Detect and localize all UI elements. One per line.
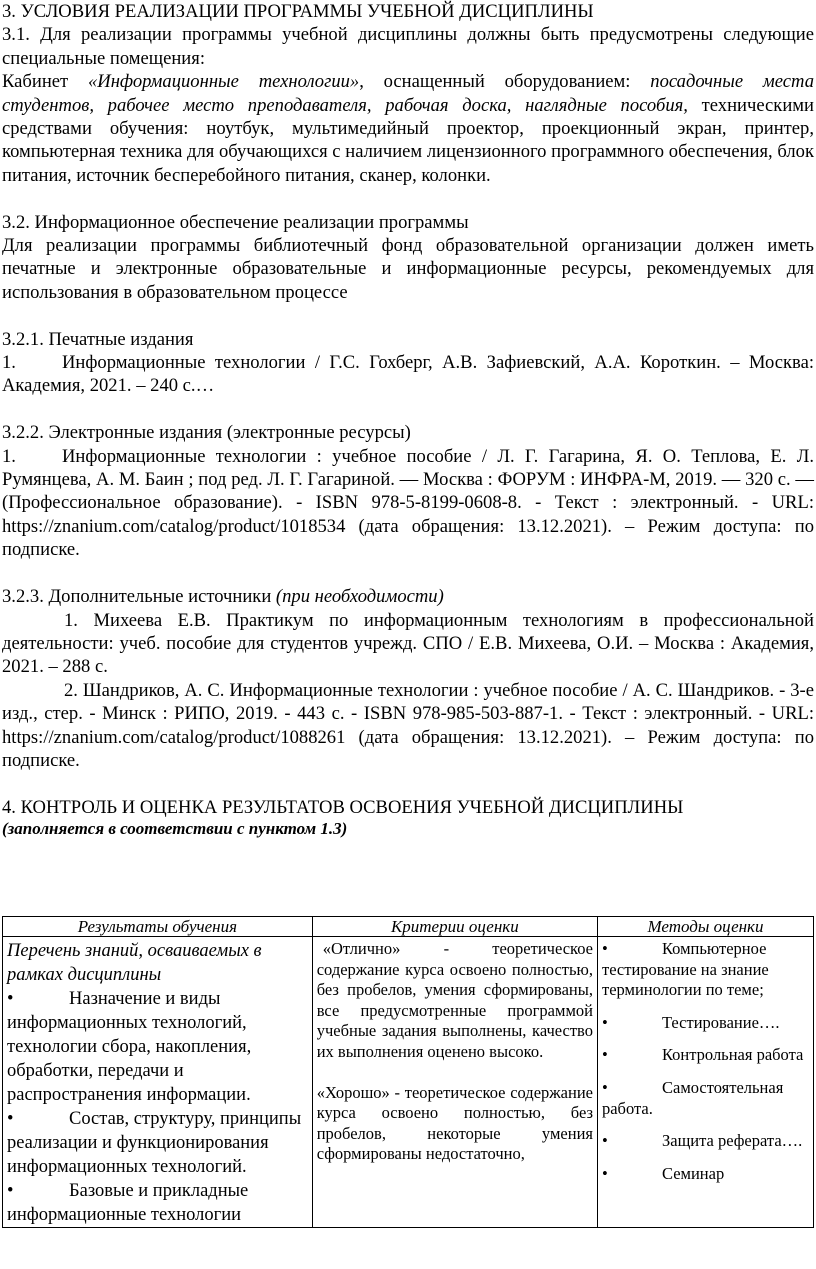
knowledge-item: • Состав, структуру, принципы реализации и функционирования информационных технологий. [7,1109,302,1177]
header-methods: Методы оценки [597,917,813,937]
method-item: • Самостоятельная работа. [601,1077,784,1118]
section-3-1-equipment: Кабинет «Информационные технологии», оснащенный оборудованием: посадочные места студентов, рабочее место преподавателя, рабочая доска, наглядные пособия, техническими средствами обучения: ноутбук, мультимедийный проектор, проекционный экран, принтер, компьютерная техника для обучающихся с наличием лицензионного программного обеспечения, блок питания, источник бесперебойного питания, сканер, колонки. [2,71,814,186]
section-4-title: 4. КОНТРОЛЬ И ОЦЕНКА РЕЗУЛЬТАТОВ ОСВОЕНИЯ УЧЕБНОЙ ДИСЦИПЛИНЫ [2,796,684,818]
method-item: • Защита реферата…. [601,1131,803,1151]
criteria-excellent: «Отлично» - теоретическое содержание курса освоено полностью, без пробелов, умения сформированы, все предусмотренные программой учебные задания выполнены, качество их выполнения оценено высоко. [316,939,593,1061]
section-3-2-title: 3.2. Информационное обеспечение реализации программы [2,211,469,233]
section-3-title: 3. УСЛОВИЯ РЕАЛИЗАЦИИ ПРОГРАММЫ УЧЕБНОЙ ДИСЦИПЛИНЫ [2,1,594,22]
knowledge-list-heading: Перечень знаний, осваиваемых в рамках дисциплины [7,941,262,985]
learning-results-cell [3,937,313,1228]
electronic-source-1: 1. Информационные технологии : учебное пособие / Л. Г. Гагарина, Я. О. Теплова, Е. Л. Румянцева, А. М. Баин ; под ред. Л. Г. Гагариной. — Москва : ФОРУМ : ИНФРА-М, 2019. — 320 с. — (Профессиональное образование). - ISBN 978-5-8199-0608-8. - Текст : электронный. - URL: https://znanium.com/catalog/product/1018534 (дата обращения: 13.12.2021). – Режим доступа: по подписке. [2,445,814,561]
table-header-row [3,917,814,937]
assessment-table [2,916,814,1228]
section-3-1-intro: 3.1. Для реализации программы учебной дисциплины должны быть предусмотрены следующие специальные помещения: [2,24,814,69]
method-item: • Компьютерное тестирование на знание терминологии по теме; [601,939,769,1000]
method-item: • Тестирование…. [601,1012,780,1032]
table-row [3,937,814,1228]
section-4-subtitle: (заполняется в соответствии с пунктом 1.3) [2,819,348,839]
section-3-2-1-title: 3.2.1. Печатные издания [2,328,194,350]
method-item: • Контрольная работа [601,1045,804,1065]
methods-cell [597,937,813,1228]
knowledge-item: • Назначение и виды информационных технологий, технологии сбора, накопления, обработки, передачи и распространения информации. [7,989,252,1105]
section-3-2-3-title: 3.2.3. Дополнительные источники (при необходимости) [2,586,444,608]
section-3-2-2-title: 3.2.2. Электронные издания (электронные ресурсы) [2,422,411,444]
additional-source-2: 2. Шандриков, А. С. Информационные технологии : учебное пособие / А. С. Шандриков. - 3-е изд., стер. - Минск : РИПО, 2019. - 443 с. - ISBN 978-985-503-887-1. - Текст : электронный. - URL: https://znanium.com/catalog/product/1088261 (дата обращения: 13.12.2021). – Режим доступа: по подписке. [2,679,814,771]
section-3-2-text: Для реализации программы библиотечный фонд образовательной организации должен иметь печатные и электронные образовательные и информационные ресурсы, рекомендуемых для использования в образовательном процессе [2,235,814,303]
printed-source-1: 1. Информационные технологии / Г.С. Гохберг, А.В. Зафиевский, А.А. Короткин. – Москва: Академия, 2021. – 240 с.… [2,352,814,397]
criteria-good: «Хорошо» - теоретическое содержание курса освоено полностью, без пробелов, некоторые умения сформированы недостаточно, [316,1082,593,1164]
header-learning-results: Результаты обучения [3,917,313,937]
method-item: • Семинар [601,1163,725,1183]
criteria-cell [312,937,597,1228]
header-criteria: Критерии оценки [312,917,597,937]
document-page [2,0,814,839]
additional-source-1: 1. Михеева Е.В. Практикум по информационным технологиям в профессиональной деятельности: учеб. пособие для студентов учрежд. СПО / Е.В. Михеева, О.И. – Москва : Академия, 2021. – 288 с. [2,609,814,678]
knowledge-item: • Базовые и прикладные информационные технологии [7,1181,249,1225]
